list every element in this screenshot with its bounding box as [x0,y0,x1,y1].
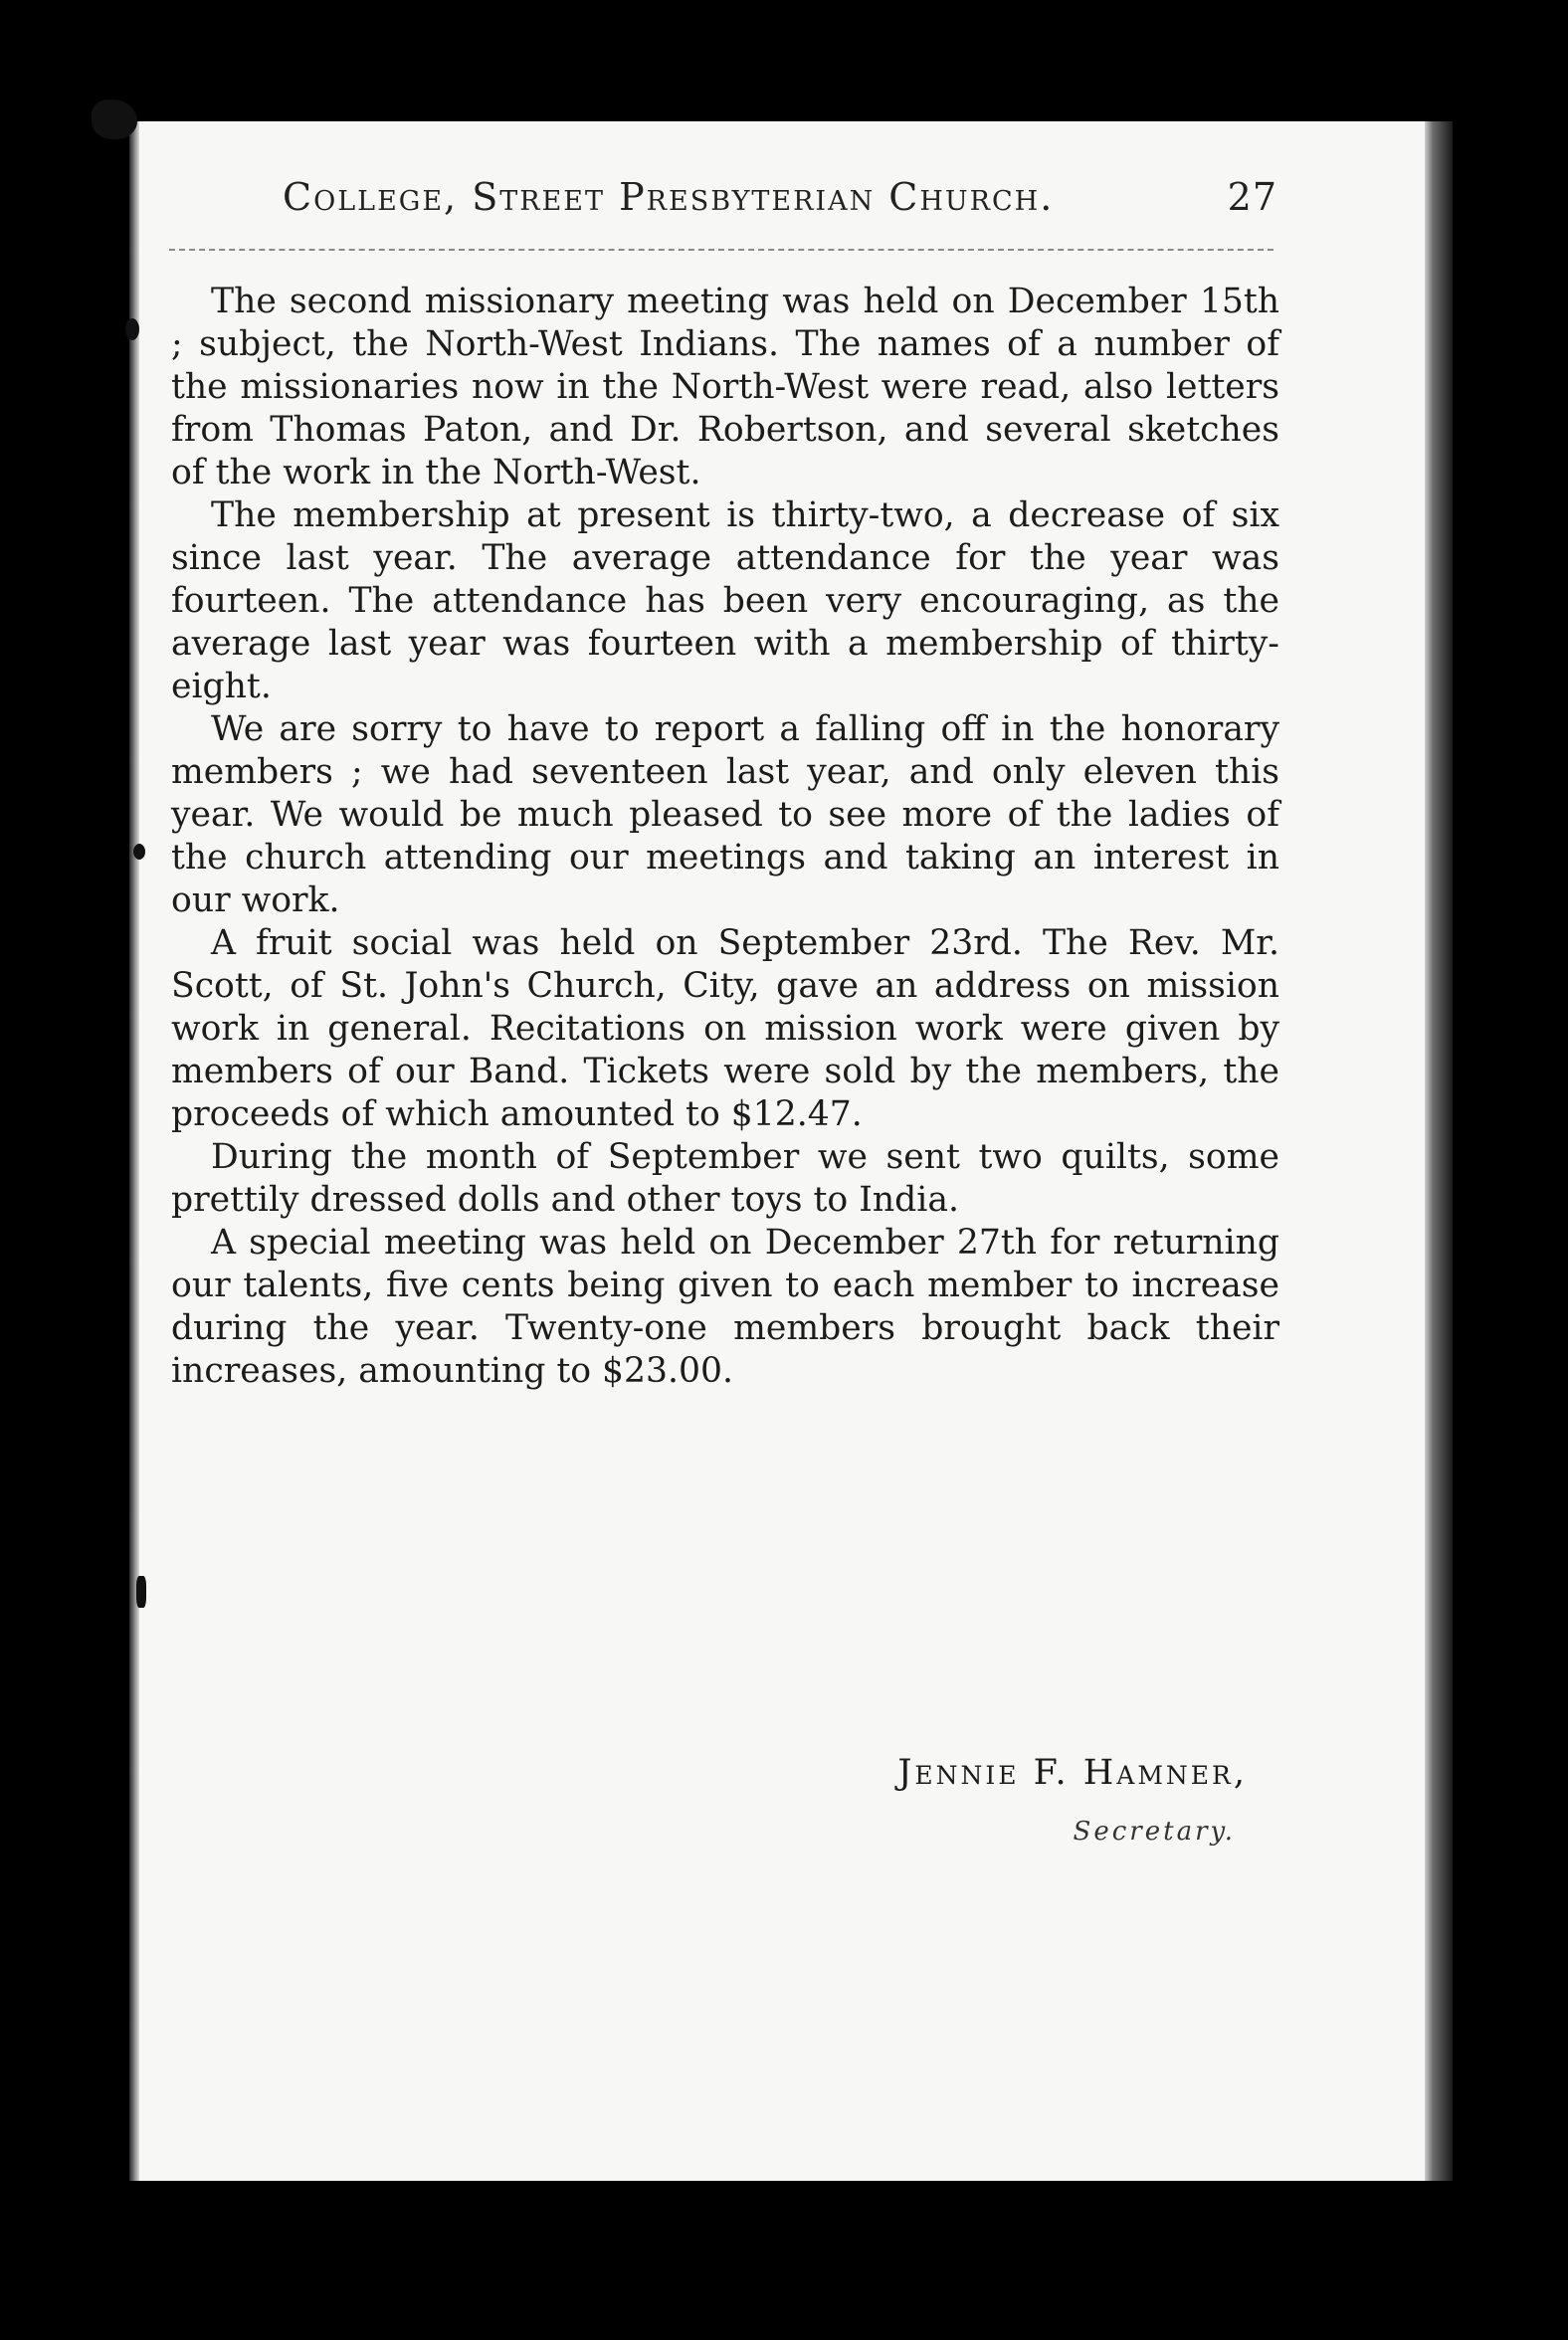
paragraph: A fruit social was held on September 23rd. The Rev. Mr. Scott, of St. John's Church, City, gave an address on mission work in general. Recitations on mission work were given by members of our Band. Tickets were sold by the members, the proceeds of which amounted to $12.47. [171,923,1279,1134]
paragraph: The membership at present is thirty-two, a decrease of six since last year. The average attendance for the year was fourteen. The attendance has been very encouraging, as the average last year was fourteen with a membership of thirty-eight. [171,495,1279,706]
header-title: College, Street Presbyterian Church. [283,175,1055,219]
body-text [171,281,1279,1393]
paragraph: We are sorry to have to report a falling off in the honorary members ; we had seventeen last year, and only eleven this year. We would be much pleased to see more of the ladies of the church attending our meetings and taking an interest in our work. [171,709,1279,920]
scan-speck [92,99,137,139]
paragraph: A special meeting was held on December 27th for returning our talents, five cents being given to each member to increase during the year. Twenty-one members brought back their increases, amounting to $23.00. [171,1223,1279,1391]
left-page-edge [129,121,139,2181]
page-number: 27 [1227,175,1277,219]
header-rule [169,249,1274,251]
signature-name: Jennie F. Hamner, [897,1753,1248,1793]
scan-speck [125,318,139,340]
scan-speck [133,844,145,860]
paragraph: During the month of September we sent two quilts, some prettily dressed dolls and other toys to India. [171,1137,1279,1220]
scan-speck [136,1576,146,1608]
signature-role: Secretary. [1073,1817,1236,1847]
right-binding-shadow [1425,121,1453,2181]
paragraph: The second missionary meeting was held on December 15th ; subject, the North-West Indians. The names of a number of the missionaries now in the North-West were read, also letters from Thomas Paton, and Dr. Robertson, and several sketches of the work in the North-West. [171,282,1279,492]
